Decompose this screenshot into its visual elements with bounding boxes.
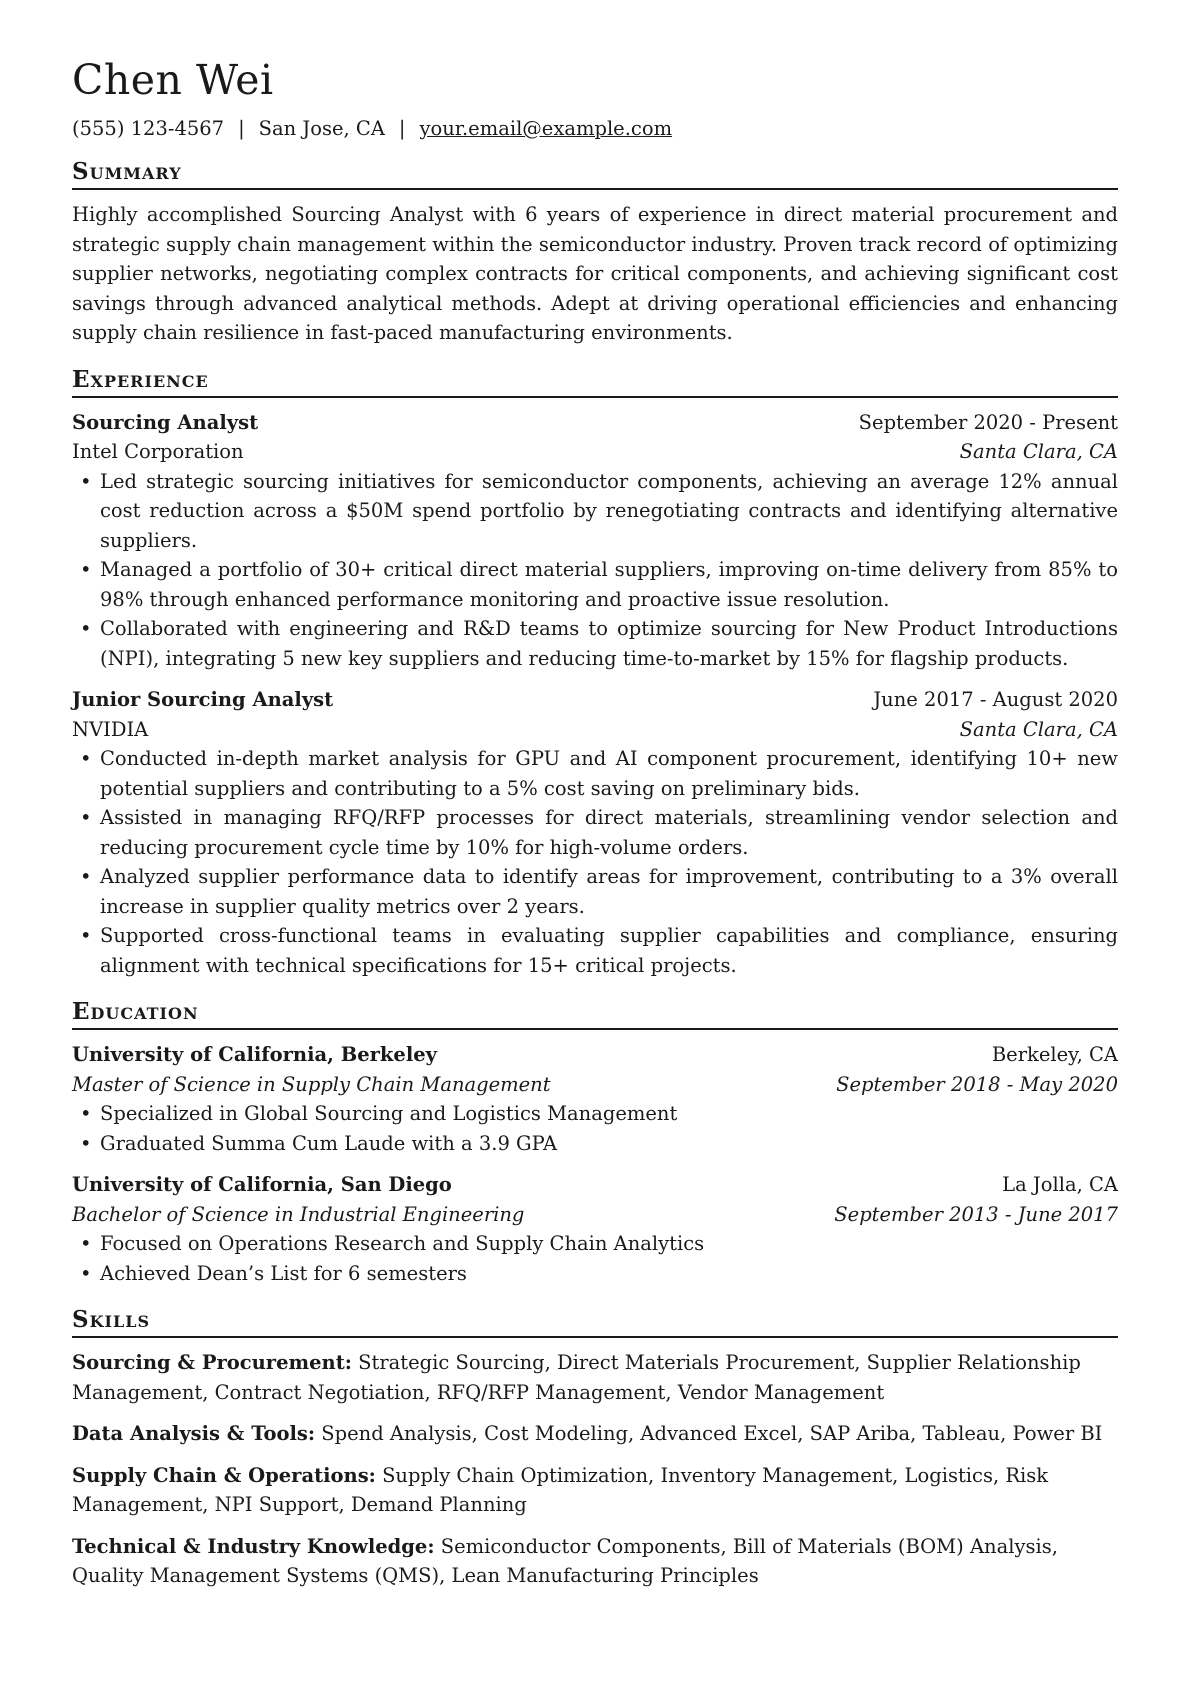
section-title-skills: Skills bbox=[72, 1306, 1118, 1338]
entry-header bbox=[72, 1040, 1118, 1070]
education-entry bbox=[72, 1040, 1118, 1158]
email-link[interactable]: your.email@example.com bbox=[419, 117, 673, 141]
bullet-icon: • bbox=[80, 865, 92, 889]
entry-header bbox=[72, 408, 1118, 438]
location: San Jose, CA bbox=[258, 117, 385, 141]
summary-section bbox=[72, 158, 1118, 348]
bullet-icon: • bbox=[80, 558, 92, 582]
section-title-experience: Experience bbox=[72, 366, 1118, 398]
skill-group-items: Supply Chain Optimization, Inventory Management, Logistics, Risk Management, NPI Support, Demand Planning bbox=[72, 1463, 1049, 1517]
list-item: • Led strategic sourcing initiatives for semiconductor components, achieving an average 12% annual cost reduction across a $50M spend portfolio by renegotiating contracts and identifying alternative suppliers. bbox=[72, 467, 1118, 556]
job-bullets bbox=[72, 467, 1118, 674]
experience-entry bbox=[72, 685, 1118, 980]
list-item: • Specialized in Global Sourcing and Logistics Management bbox=[72, 1099, 1118, 1129]
skill-group-label: Supply Chain & Operations: bbox=[72, 1463, 376, 1487]
company-name: Intel Corporation bbox=[72, 440, 244, 464]
summary-text: Highly accomplished Sourcing Analyst with 6 years of experience in direct material procurement and strategic supply chain management within the semiconductor industry. Proven track record of optimizing supplier networks, negotiating complex contracts for critical components, and achieving significant cost savings through advanced analytical methods. Adept at driving operational efficiencies and enhancing supply chain resilience in fast-paced manufacturing environments. bbox=[72, 203, 1118, 345]
job-location: Santa Clara, CA bbox=[959, 440, 1118, 464]
skill-group-items: Strategic Sourcing, Direct Materials Procurement, Supplier Relationship Management, Contract Negotiation, RFQ/RFP Management, Vendor Management bbox=[72, 1351, 1081, 1404]
entry-subheader bbox=[72, 437, 1118, 467]
entry-subheader bbox=[72, 715, 1118, 745]
school-name: University of California, Berkeley bbox=[72, 1043, 437, 1067]
experience-entry bbox=[72, 408, 1118, 674]
education-section bbox=[72, 998, 1118, 1288]
school-name: University of California, San Diego bbox=[72, 1173, 452, 1197]
skill-group-label: Technical & Industry Knowledge: bbox=[72, 1534, 435, 1558]
bullet-icon: • bbox=[80, 747, 92, 771]
entry-subheader bbox=[72, 1070, 1118, 1100]
school-dates: September 2013 - June 2017 bbox=[834, 1202, 1118, 1226]
skill-group-items: Spend Analysis, Cost Modeling, Advanced Excel, SAP Ariba, Tableau, Power BI bbox=[321, 1422, 1103, 1446]
education-bullets bbox=[72, 1099, 1118, 1158]
job-dates: September 2020 - Present bbox=[858, 410, 1118, 434]
candidate-name: Chen Wei bbox=[72, 56, 274, 104]
job-bullets bbox=[72, 744, 1118, 980]
list-item: • Collaborated with engineering and R&D teams to optimize sourcing for New Product Introductions (NPI), integrating 5 new key suppliers and reducing time-to-market by 15% for flagship products. bbox=[72, 614, 1118, 673]
list-item: • Focused on Operations Research and Supply Chain Analytics bbox=[72, 1229, 1118, 1259]
list-item: • Analyzed supplier performance data to identify areas for improvement, contributing to a 3% overall increase in supplier quality metrics over 2 years. bbox=[72, 862, 1118, 921]
skill-group-label: Data Analysis & Tools: bbox=[72, 1422, 316, 1446]
job-role: Junior Sourcing Analyst bbox=[72, 688, 334, 712]
job-role: Sourcing Analyst bbox=[72, 410, 259, 434]
experience-section bbox=[72, 366, 1118, 981]
contact-separator: | bbox=[398, 117, 406, 141]
bullet-icon: • bbox=[80, 806, 92, 830]
entry-subheader bbox=[72, 1200, 1118, 1230]
skills-section bbox=[72, 1306, 1118, 1591]
skill-group-label: Sourcing & Procurement: bbox=[72, 1351, 352, 1375]
skill-group bbox=[72, 1348, 1118, 1407]
job-location: Santa Clara, CA bbox=[959, 717, 1118, 741]
bullet-icon: • bbox=[80, 1131, 92, 1155]
contact-line bbox=[72, 117, 1118, 140]
bullet-icon: • bbox=[80, 924, 92, 948]
section-title-summary: Summary bbox=[72, 158, 1118, 190]
contact-separator: | bbox=[238, 117, 245, 141]
bullet-icon: • bbox=[80, 1102, 92, 1126]
entry-header bbox=[72, 685, 1118, 715]
skill-group-items: Semiconductor Components, Bill of Materials (BOM) Analysis, Quality Management Systems (QMS), Lean Manufacturing Principles bbox=[72, 1534, 1058, 1588]
phone-number: (555) 123-4567 bbox=[72, 117, 225, 141]
list-item: • Conducted in-depth market analysis for GPU and AI component procurement, identifying 10+ new potential suppliers and contributing to a 5% cost saving on preliminary bids. bbox=[72, 744, 1118, 803]
list-item: • Assisted in managing RFQ/RFP processes for direct materials, streamlining vendor selection and reducing procurement cycle time by 10% for high-volume orders. bbox=[72, 803, 1118, 862]
bullet-icon: • bbox=[80, 469, 92, 493]
job-dates: June 2017 - August 2020 bbox=[873, 688, 1118, 712]
bullet-icon: • bbox=[80, 1232, 92, 1256]
company-name: NVIDIA bbox=[72, 717, 149, 741]
entry-header bbox=[72, 1170, 1118, 1200]
education-entry bbox=[72, 1170, 1118, 1288]
school-dates: September 2018 - May 2020 bbox=[836, 1072, 1118, 1096]
school-location: La Jolla, CA bbox=[1002, 1173, 1118, 1197]
skill-group bbox=[72, 1419, 1118, 1449]
skill-group bbox=[72, 1532, 1118, 1591]
school-location: Berkeley, CA bbox=[991, 1043, 1118, 1067]
list-item: • Achieved Dean’s List for 6 semesters bbox=[72, 1259, 1118, 1289]
list-item: • Managed a portfolio of 30+ critical direct material suppliers, improving on-time delivery from 85% to 98% through enhanced performance monitoring and proactive issue resolution. bbox=[72, 555, 1118, 614]
skill-group bbox=[72, 1461, 1118, 1520]
list-item: • Supported cross-functional teams in evaluating supplier capabilities and compliance, ensuring alignment with technical specifications for 15+ critical projects. bbox=[72, 921, 1118, 980]
degree: Master of Science in Supply Chain Management bbox=[72, 1072, 551, 1096]
education-bullets bbox=[72, 1229, 1118, 1288]
section-title-education: Education bbox=[72, 998, 1118, 1030]
degree: Bachelor of Science in Industrial Engineering bbox=[72, 1202, 525, 1226]
bullet-icon: • bbox=[80, 617, 92, 641]
bullet-icon: • bbox=[80, 1261, 92, 1285]
list-item: • Graduated Summa Cum Laude with a 3.9 GPA bbox=[72, 1129, 1118, 1159]
